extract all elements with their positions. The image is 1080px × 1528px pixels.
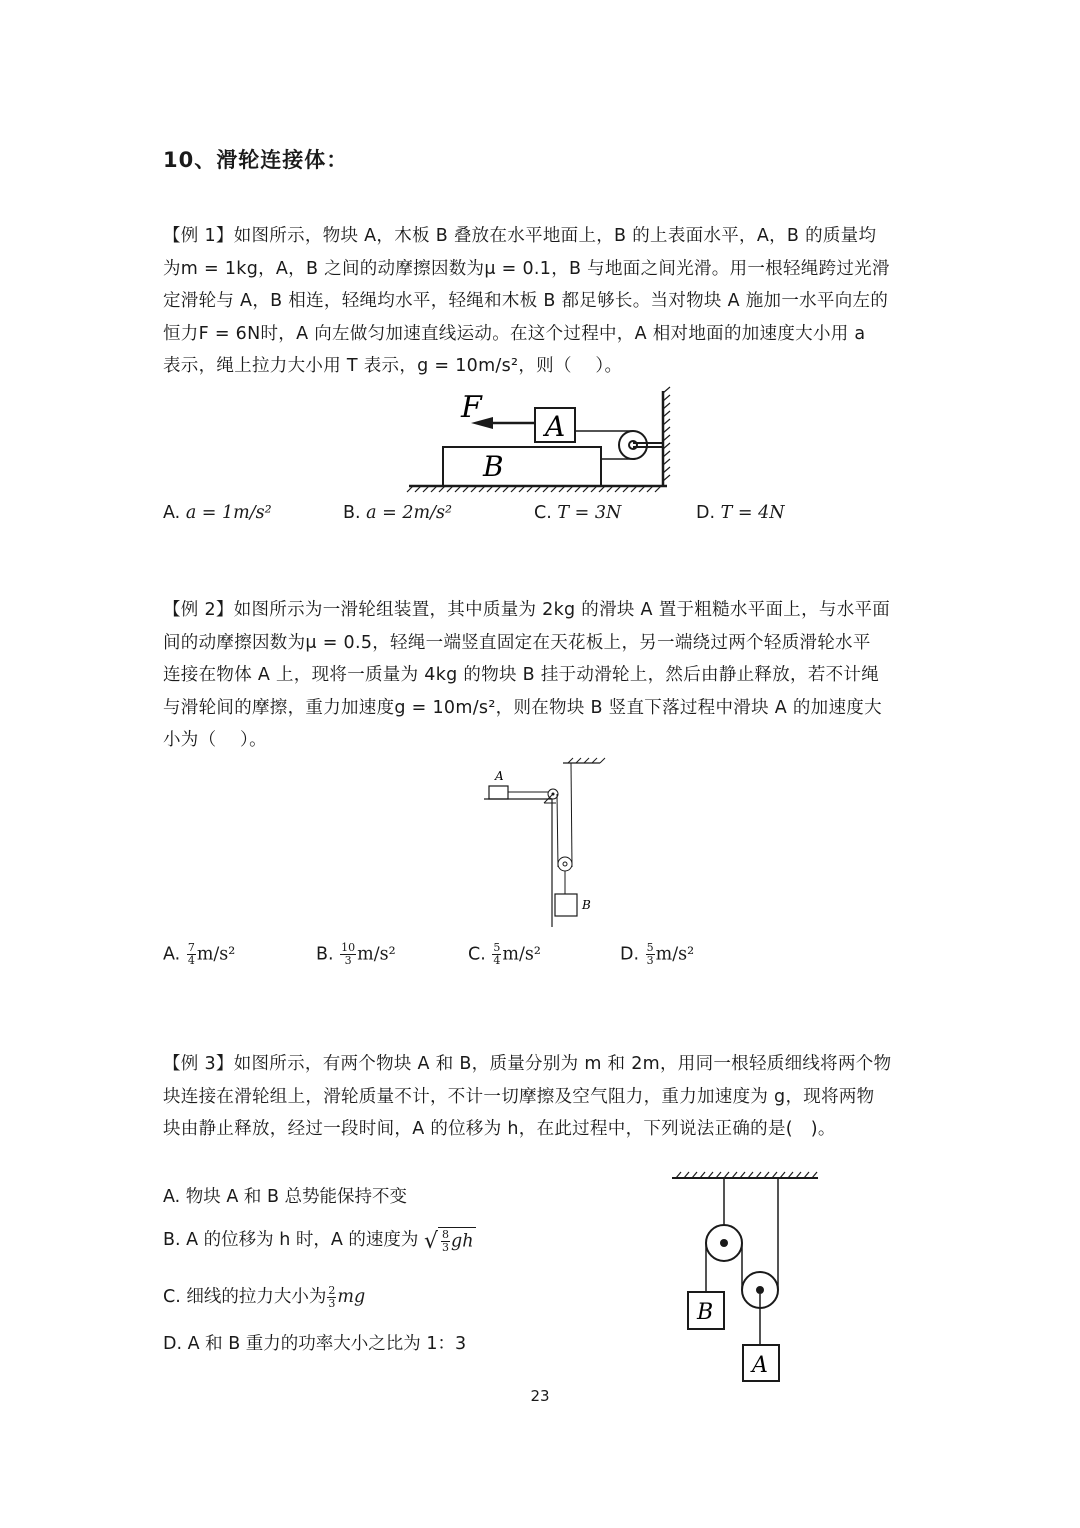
example-3-text (163, 1048, 918, 1146)
hanging-b (555, 894, 577, 916)
ex2-option-c (468, 942, 541, 967)
ex2-option-d-label: D. (620, 944, 640, 965)
hanging-b-label: B (582, 898, 591, 912)
ex2-option-d-fraction: $\frac{5}{3}$ (646, 941, 654, 967)
movable-pulley (558, 857, 572, 871)
section-heading: 10、滑轮连接体： (163, 148, 349, 172)
ex3-option-a: A. 物块 A 和 B 总势能保持不变 (163, 1187, 408, 1207)
ex3-option-b (163, 1226, 476, 1254)
example-1-line-4: 恒力F = 6N时，A 向左做匀加速直线运动。在这个过程中，A 相对地面的加速度大小用 a (163, 323, 866, 344)
example-2-line-1: 【例 2】如图所示为一滑轮组装置，其中质量为 2kg 的滑块 A 置于粗糙水平面上，与水平面 (163, 600, 891, 620)
ex1-option-d-label: D. (696, 503, 716, 523)
board-b (443, 447, 601, 486)
example-1-line-5: 表示，绳上拉力大小用 T 表示，g = 10m/s²，则（ ）。 (163, 356, 623, 376)
ex3-option-b-text: B. A 的位移为 h 时，A 的速度为 (163, 1230, 419, 1250)
pulley (619, 431, 647, 459)
ex1-option-c-value: T = 3N (557, 503, 622, 523)
slider-a (489, 786, 508, 799)
ex3-option-d: D. A 和 B 重力的功率大小之比为 1：3 (163, 1334, 467, 1354)
ex3-option-b-sqrt: √ $\frac{8}{3}$ gh (424, 1227, 474, 1254)
ex2-option-b-unit: m/s² (357, 944, 396, 965)
example-3-line-2: 块连接在滑轮组上，滑轮质量不计，不计一切摩擦及空气阻力，重力加速度为 g，现将两物 (163, 1086, 875, 1107)
example-2-line-3: 连接在物体 A 上，现将一质量为 4kg 的物块 B 挂于动滑轮上，然后由静止释放，若不计绳 (163, 665, 880, 685)
ex2-option-c-fraction: $\frac{5}{4}$ (493, 941, 501, 967)
slider-a-label: A (495, 769, 504, 783)
example-1-line-2: 为m = 1kg，A，B 之间的动摩擦因数为μ = 0.1，B 与地面之间光滑。用一根轻绳跨过光滑 (163, 258, 890, 279)
ex3-option-c (163, 1283, 365, 1310)
ex1-option-a (163, 503, 272, 523)
ex3-option-c-tail: mg (337, 1287, 366, 1307)
example-3-line-1: 【例 3】如图所示，有两个物块 A 和 B，质量分别为 m 和 2m，用同一根轻质细线将两个物 (163, 1054, 892, 1074)
ex1-option-d (696, 503, 785, 523)
board-b-label: B (483, 450, 504, 483)
force-label: F (461, 390, 482, 425)
example-1-line-3: 定滑轮与 A，B 相连，轻绳均水平，轻绳和木板 B 都足够长。当对物块 A 施加一水平向左的 (163, 291, 889, 311)
ex2-option-d-unit: m/s² (655, 944, 695, 965)
example-3-line-3: 块由静止释放，经过一段时间，A 的位移为 h，在此过程中，下列说法正确的是( )。 (163, 1119, 836, 1139)
ex2-option-b-label: B. (316, 944, 334, 965)
ex2-option-a (163, 942, 235, 967)
example-2-line-4: 与滑轮间的摩擦，重力加速度g = 10m/s²，则在物块 B 竖直下落过程中滑块 A 的加速度大 (163, 697, 882, 718)
block-a-label: A (545, 410, 566, 443)
ex2-option-c-label: C. (468, 944, 486, 965)
ex2-option-b-fraction: $\frac{10}{3}$ (341, 941, 356, 967)
example-2-text (163, 594, 918, 757)
example-1-text (163, 220, 918, 383)
ex1-option-c-label: C. (534, 503, 552, 523)
ex1-option-a-value: a = 1m/s² (185, 503, 272, 523)
ex3-option-c-fraction: $\frac{2}{3}$ (328, 1283, 336, 1310)
ex1-option-c (534, 503, 621, 523)
ex1-option-b (343, 503, 452, 523)
example-2-line-5: 小为（ ）。 (163, 730, 267, 750)
ex1-option-b-value: a = 2m/s² (366, 503, 452, 523)
block-a-label: A (752, 1353, 768, 1378)
ex1-option-d-value: T = 4N (720, 503, 785, 523)
block-b-label: B (697, 1300, 714, 1325)
ex2-option-a-label: A. (163, 944, 181, 965)
page-number: 23 (530, 1387, 550, 1405)
ex1-option-b-label: B. (343, 503, 361, 523)
ex1-option-a-label: A. (163, 503, 181, 523)
example-2-figure (480, 755, 610, 930)
ex2-option-a-fraction: $\frac{7}{4}$ (187, 941, 195, 967)
ex3-option-c-text: C. 细线的拉力大小为 (163, 1287, 327, 1307)
ex2-option-a-unit: m/s² (196, 944, 236, 965)
ex2-option-b (316, 942, 396, 967)
example-1-line-1: 【例 1】如图所示，物块 A，木板 B 叠放在水平地面上，B 的上表面水平，A，B 的质量均 (163, 226, 877, 246)
ex2-option-d (620, 942, 694, 967)
example-1-figure (405, 385, 680, 495)
example-3-figure (668, 1170, 828, 1385)
ex2-option-c-unit: m/s² (502, 944, 541, 965)
example-2-line-2: 间的动摩擦因数为μ = 0.5，轻绳一端竖直固定在天花板上，另一端绕过两个轻质滑轮水平 (163, 632, 871, 653)
